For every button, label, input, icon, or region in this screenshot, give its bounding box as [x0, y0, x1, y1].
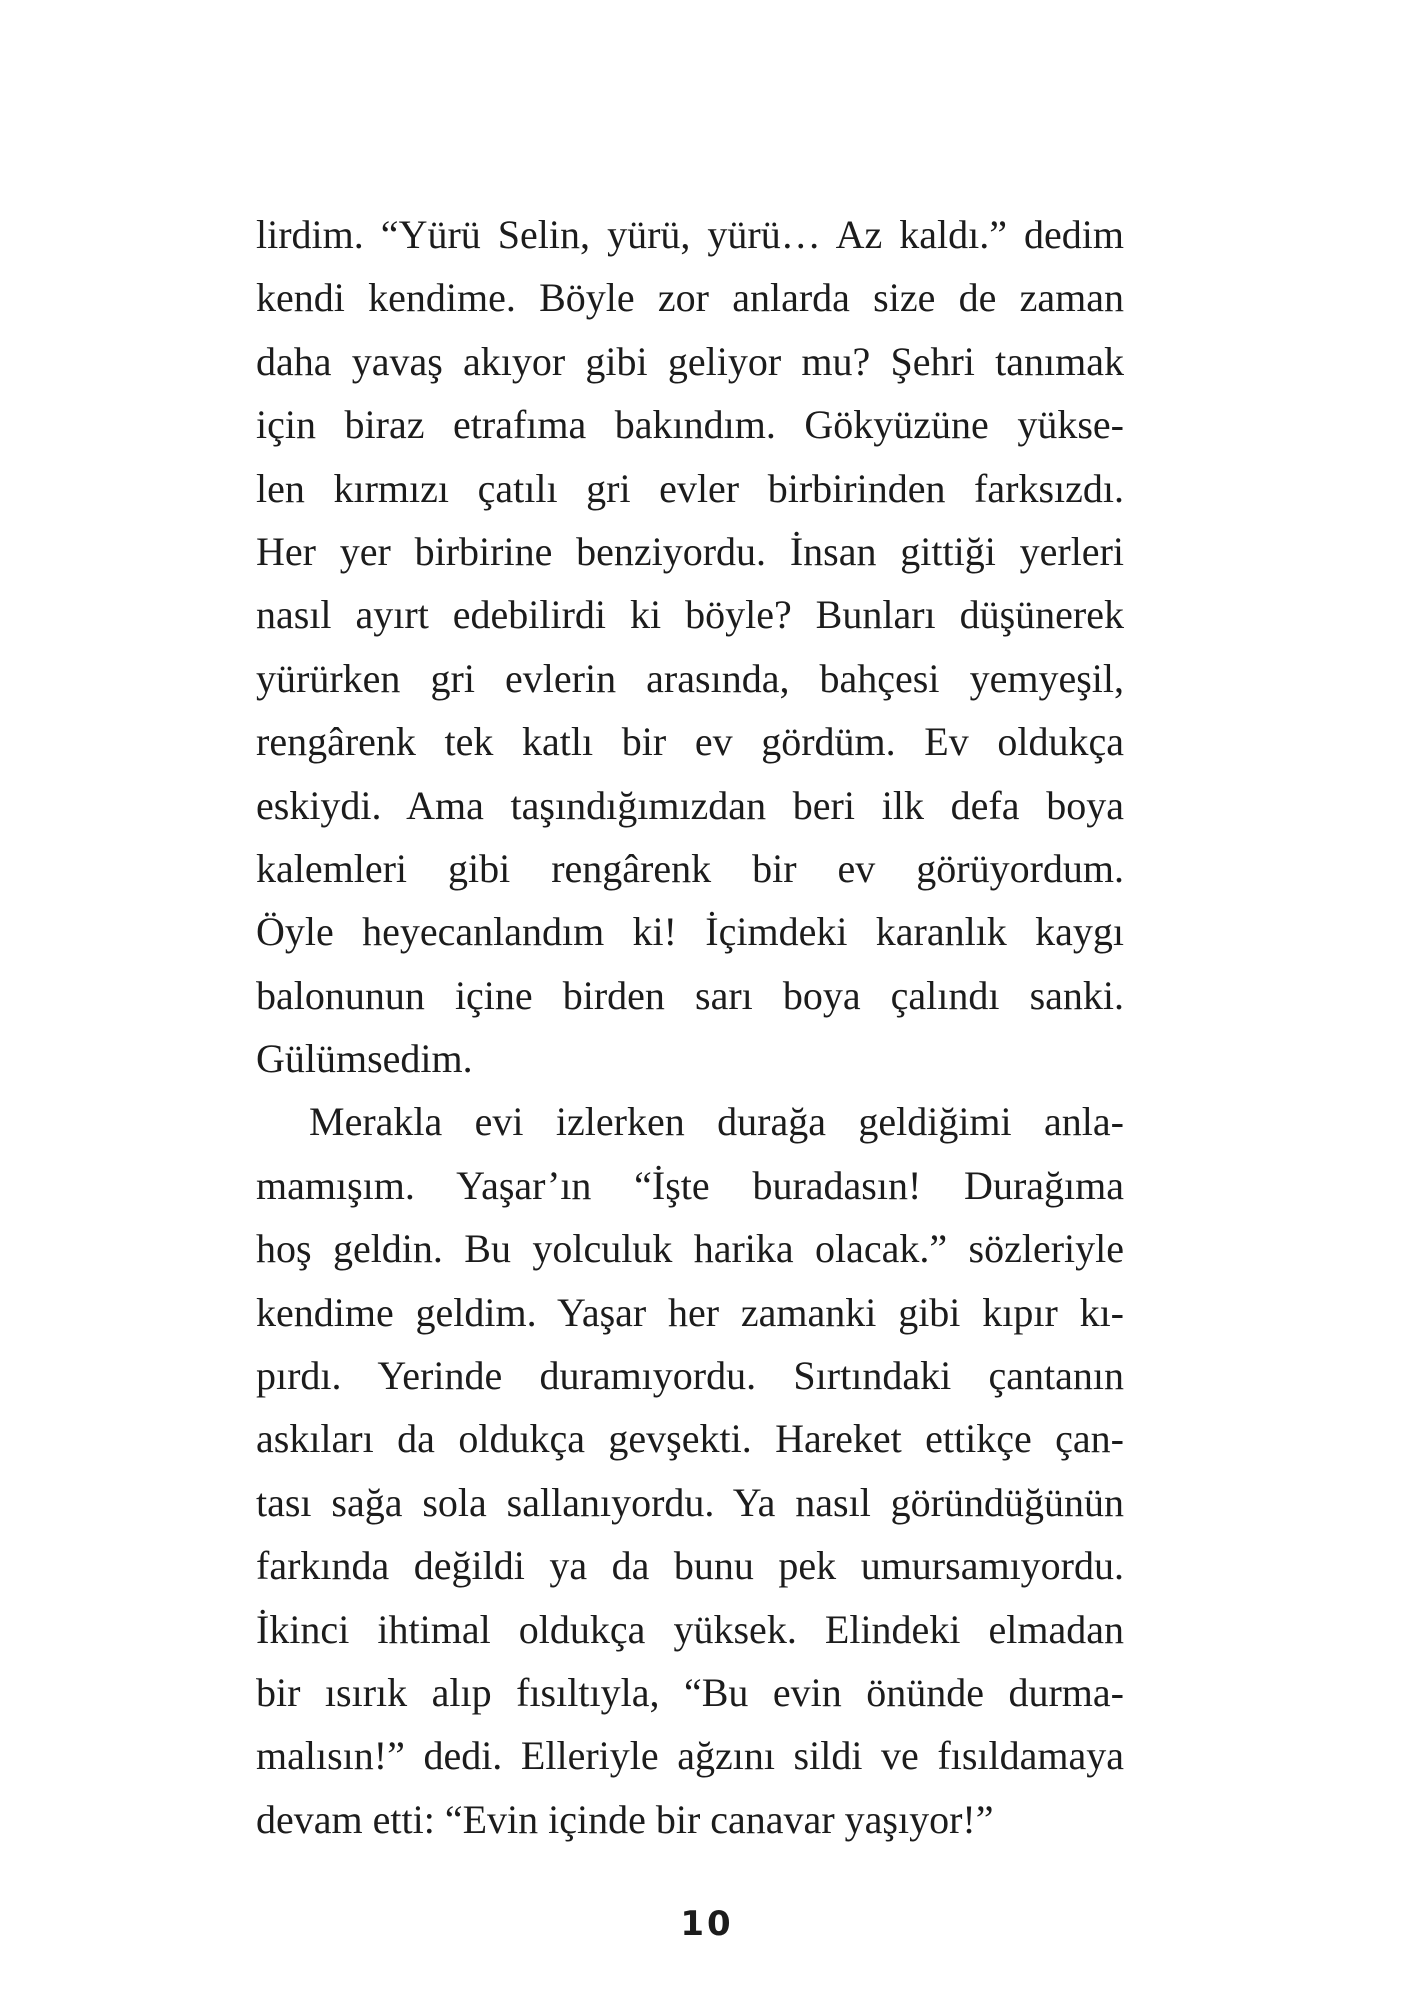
text-line: kendi kendime. Böyle zor anlarda size de zaman	[256, 275, 1124, 321]
text-line: farkında değildi ya da bunu pek umursamıyordu.	[256, 1543, 1124, 1589]
text-line: devam etti: “Evin içinde bir canavar yaşıyor!”	[256, 1796, 994, 1842]
text-line: tası sağa sola sallanıyordu. Ya nasıl göründüğünün	[256, 1479, 1124, 1525]
text-line: kendime geldim. Yaşar her zamanki gibi kıpır kı-	[256, 1289, 1124, 1335]
text-line: yürürken gri evlerin arasında, bahçesi yemyeşil,	[256, 655, 1124, 701]
text-line: hoş geldin. Bu yolculuk harika olacak.” sözleriyle	[256, 1226, 1124, 1272]
text-line: lirdim. “Yürü Selin, yürü, yürü… Az kaldı.” dedim	[256, 212, 1124, 257]
body-text	[256, 203, 1124, 1851]
text-line: askıları da oldukça gevşekti. Hareket ettikçe çan-	[256, 1416, 1124, 1462]
text-line: rengârenk tek katlı bir ev gördüm. Ev oldukça	[256, 719, 1124, 765]
text-line: kalemleri gibi rengârenk bir ev görüyordum.	[256, 845, 1124, 891]
text-line: malısın!” dedi. Elleriyle ağzını sildi ve fısıldamaya	[256, 1733, 1124, 1779]
text-line: İkinci ihtimal oldukça yüksek. Elindeki elmadan	[256, 1606, 1124, 1652]
text-line: Gülümsedim.	[256, 1036, 473, 1082]
text-line: Öyle heyecanlandım ki! İçimdeki karanlık kaygı	[256, 909, 1124, 955]
page-number: 10	[680, 1904, 734, 1944]
text-line: len kırmızı çatılı gri evler birbirinden farksızdı.	[256, 465, 1124, 511]
text-line: pırdı. Yerinde duramıyordu. Sırtındaki çantanın	[256, 1353, 1124, 1399]
text-line: Merakla evi izlerken durağa geldiğimi anla-	[309, 1099, 1124, 1145]
paragraph-1	[256, 203, 1124, 1090]
text-line: daha yavaş akıyor gibi geliyor mu? Şehri tanımak	[256, 338, 1124, 384]
text-line: nasıl ayırt edebilirdi ki böyle? Bunları düşünerek	[256, 592, 1124, 638]
text-line: mamışım. Yaşar’ın “İşte buradasın! Durağıma	[256, 1162, 1124, 1208]
text-line: bir ısırık alıp fısıltıyla, “Bu evin önünde durma-	[256, 1669, 1124, 1715]
text-line: için biraz etrafıma bakındım. Gökyüzüne yükse-	[256, 402, 1124, 448]
text-line: Her yer birbirine benziyordu. İnsan gittiği yerleri	[256, 528, 1124, 574]
paragraph-2	[256, 1090, 1124, 1851]
text-line: eskiydi. Ama taşındığımızdan beri ilk defa boya	[256, 782, 1124, 828]
text-line: balonunun içine birden sarı boya çalındı sanki.	[256, 972, 1124, 1018]
